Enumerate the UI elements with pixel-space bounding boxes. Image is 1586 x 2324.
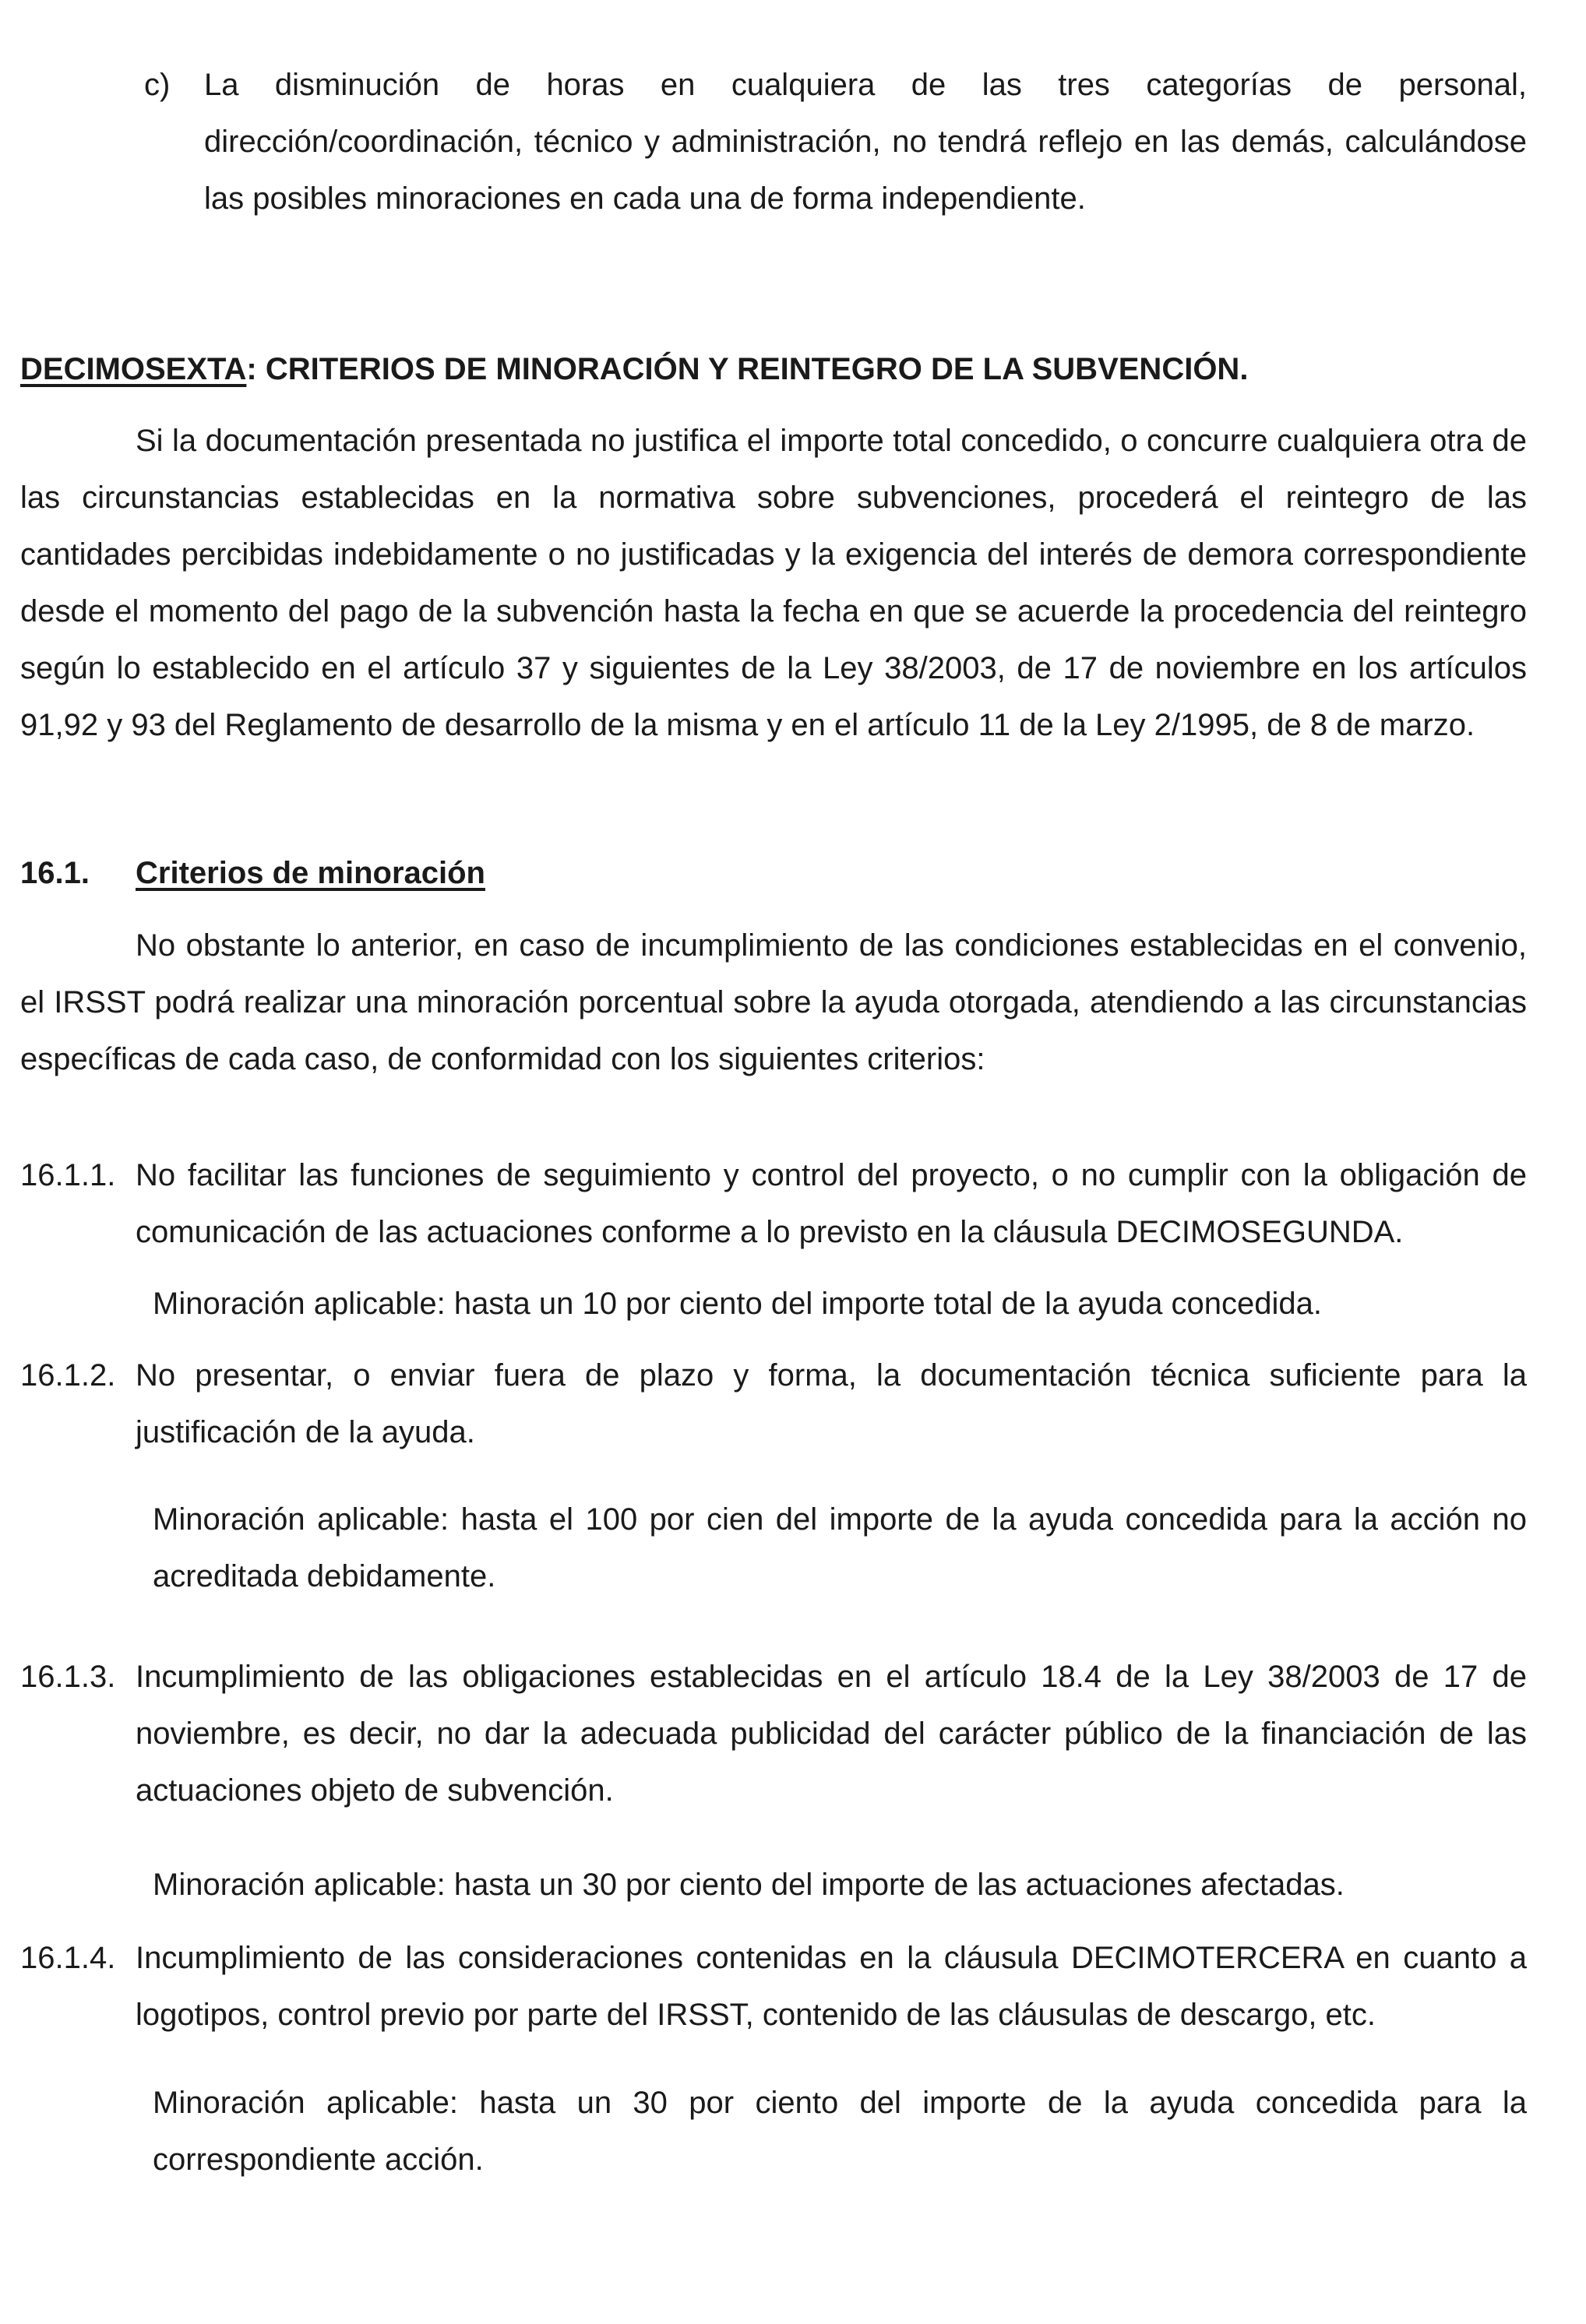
criterion-minoracion: Minoración aplicable: hasta el 100 por cien del importe de la ayuda concedida para la acción no acreditada debidamente. xyxy=(153,1502,1527,1593)
criterion-text: Incumplimiento de las obligaciones establecidas en el artículo 18.4 de la Ley 38/2003 de 17 de noviembre, es decir, no dar la adecuada publicidad del carácter público de la financiación de las actuaciones objeto de subvención. xyxy=(136,1660,1527,1808)
criterion-text: Incumplimiento de las consideraciones contenidas en la cláusula DECIMOTERCERA en cuanto a logotipos, control previo por parte del IRSST, contenido de las cláusulas de descargo, etc. xyxy=(136,1941,1527,2032)
clause-heading xyxy=(20,341,1248,398)
section-intro-paragraph: No obstante lo anterior, en caso de incumplimiento de las condiciones establecidas en el convenio, el IRSST podrá realizar una minoración porcentual sobre la ayuda otorgada, atendiendo a las circunstancias específicas de cada caso, de conformidad con los siguientes criterios: xyxy=(20,928,1527,1076)
criterion-minoracion: Minoración aplicable: hasta un 30 por ciento del importe de la ayuda concedida para la correspondiente acción. xyxy=(153,2086,1527,2177)
list-item-text: La disminución de horas en cualquiera de las tres categorías de personal, dirección/coordinación, técnico y administración, no tendrá reflejo en las demás, calculándose las posibles minoraciones en cada una de forma independiente. xyxy=(204,68,1527,216)
clause-heading-title: : CRITERIOS DE MINORACIÓN Y REINTEGRO DE LA SUBVENCIÓN. xyxy=(246,352,1249,386)
criterion-text: No presentar, o enviar fuera de plazo y forma, la documentación técnica suficiente para la justificación de la ayuda. xyxy=(136,1358,1527,1449)
list-item-c xyxy=(144,57,1527,227)
criterion-number: 16.1.4. xyxy=(20,1941,116,1975)
criterion-minoracion: Minoración aplicable: hasta un 30 por ciento del importe de las actuaciones afectadas. xyxy=(153,1868,1345,1902)
list-marker: c) xyxy=(144,68,171,102)
criterion-minoracion: Minoración aplicable: hasta un 10 por ciento del importe total de la ayuda concedida. xyxy=(153,1287,1322,1321)
criterion-item xyxy=(20,1347,1527,1461)
section-heading xyxy=(20,845,485,902)
criterion-text: No facilitar las funciones de seguimiento y control del proyecto, o no cumplir con la obligación de comunicación de las actuaciones conforme a lo previsto en la cláusula DECIMOSEGUNDA. xyxy=(136,1158,1527,1249)
criterion-item xyxy=(20,1930,1527,2044)
clause-paragraph: Si la documentación presentada no justifica el importe total concedido, o concurre cualquiera otra de las circunstancias establecidas en la normativa sobre subvenciones, procederá el reintegro de las cantidades percibidas indebidamente o no justificadas y la exigencia del interés de demora correspondiente desde el momento del pago de la subvención hasta la fecha en que se acuerde la procedencia del reintegro según lo establecido en el artículo 37 y siguientes de la Ley 38/2003, de 17 de noviembre en los artículos 91,92 y 93 del Reglamento de desarrollo de la misma y en el artículo 11 de la Ley 2/1995, de 8 de marzo. xyxy=(20,424,1527,742)
section-number: 16.1. xyxy=(20,856,90,890)
clause-heading-number: DECIMOSEXTA xyxy=(20,352,247,386)
criterion-item xyxy=(20,1649,1527,1819)
criterion-number: 16.1.2. xyxy=(20,1358,116,1393)
criterion-number: 16.1.3. xyxy=(20,1660,116,1694)
criterion-item xyxy=(20,1147,1527,1261)
section-title: Criterios de minoración xyxy=(136,856,485,890)
criterion-number: 16.1.1. xyxy=(20,1158,116,1192)
